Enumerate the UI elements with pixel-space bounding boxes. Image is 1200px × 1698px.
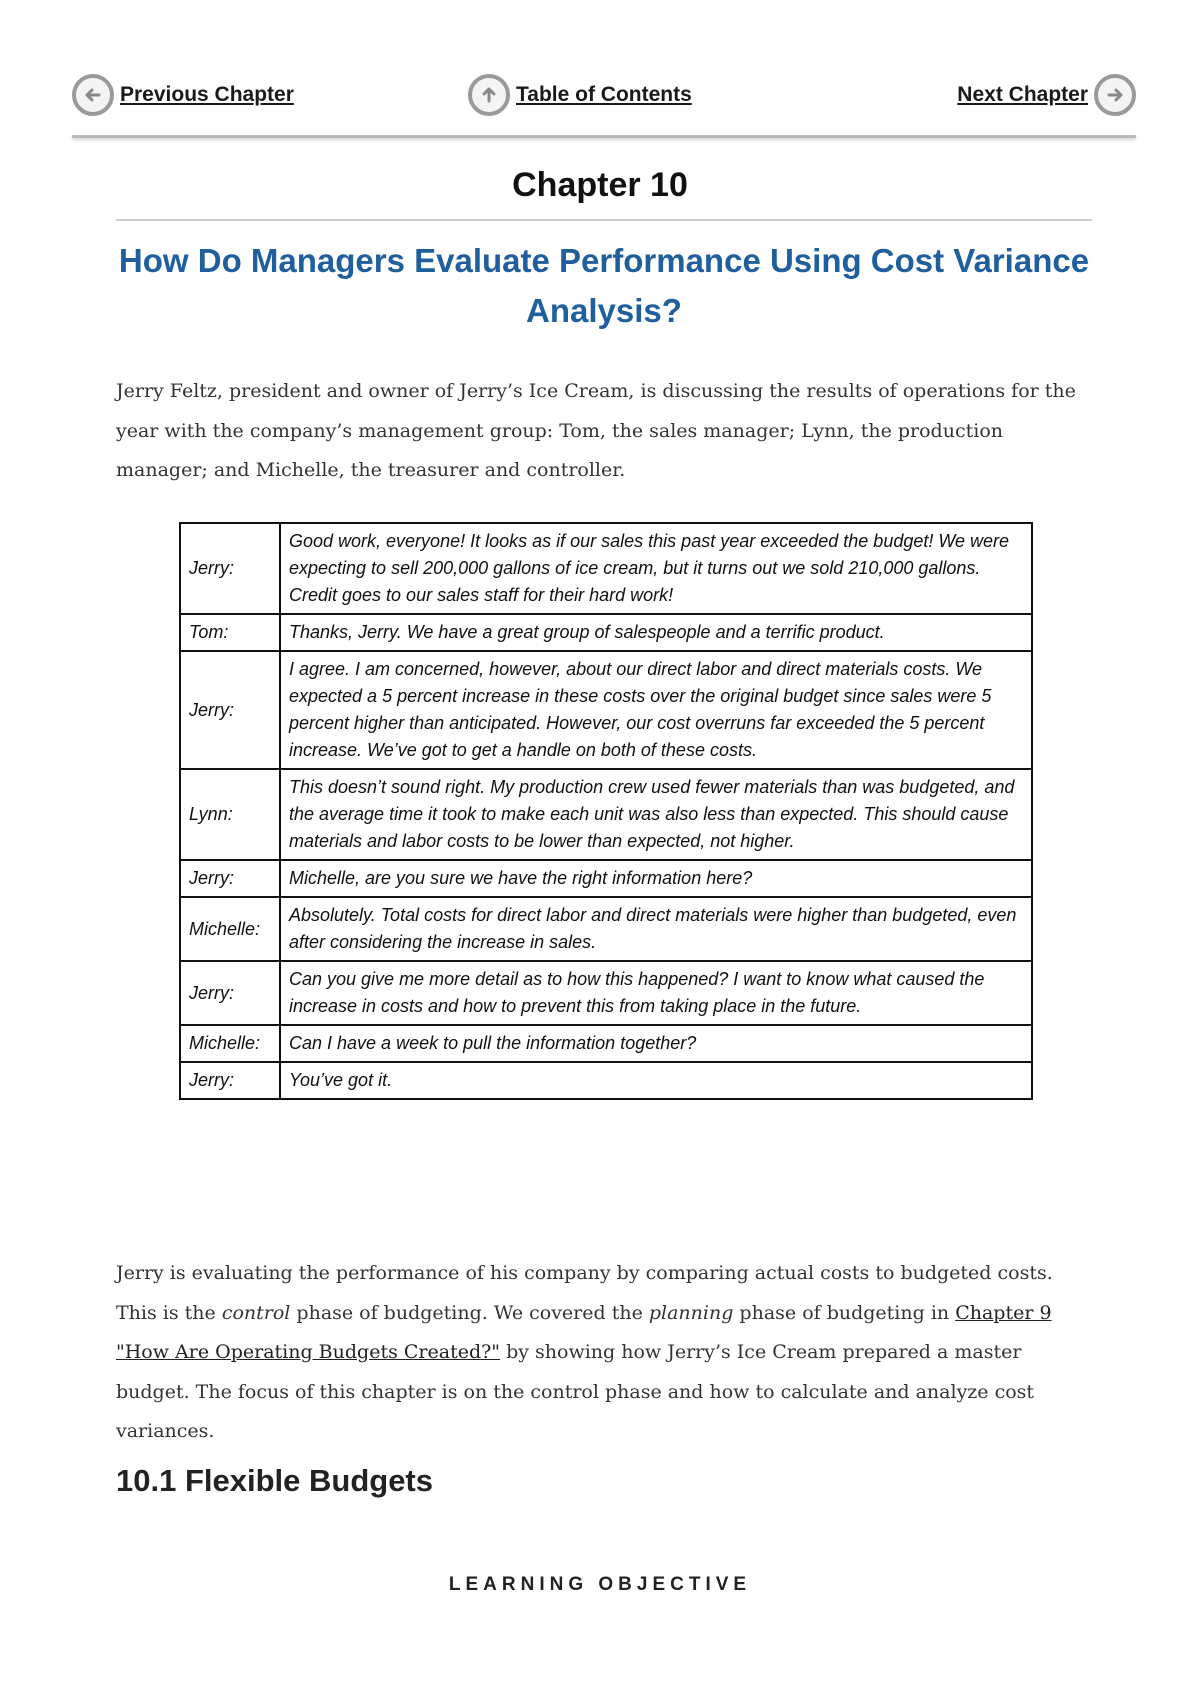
dialogue-table xyxy=(179,522,1033,1100)
dialogue-text-cell: Can you give me more detail as to how this happened? I want to know what caused the increase in costs and how to prevent this from taking place in the future. xyxy=(280,961,1032,1025)
dialogue-text-cell: I agree. I am concerned, however, about our direct labor and direct materials costs. We expected a 5 percent increase in these costs over the original budget since sales were 5 percent higher than anticipated. However, our cost overruns far exceeded the 5 percent increase. We’ve got to get a handle on both of these costs. xyxy=(280,651,1032,769)
body-paragraph xyxy=(116,1254,1096,1452)
dialogue-row xyxy=(180,897,1032,961)
speaker-cell: Tom: xyxy=(180,614,280,651)
arrow-left-icon xyxy=(72,74,114,116)
speaker-cell: Jerry: xyxy=(180,860,280,897)
chapter-title: How Do Managers Evaluate Performance Using Cost Variance Analysis? xyxy=(118,242,1090,329)
dialogue-text-cell: Absolutely. Total costs for direct labor and direct materials were higher than budgeted, even after considering the increase in sales. xyxy=(280,897,1032,961)
dialogue-text-cell: Thanks, Jerry. We have a great group of salespeople and a terrific product. xyxy=(280,614,1032,651)
dialogue-row xyxy=(180,1025,1032,1062)
dialogue-text-cell: You’ve got it. xyxy=(280,1062,1032,1099)
control-emphasis: control xyxy=(221,1301,291,1324)
table-of-contents-link[interactable] xyxy=(468,74,692,116)
speaker-cell: Michelle: xyxy=(180,1025,280,1062)
dialogue-text-cell: Good work, everyone! It looks as if our sales this past year exceeded the budget! We were expecting to sell 200,000 gallons of ice cream, but it turns out we sold 210,000 gallons. Credit goes to our sales staff for their hard work! xyxy=(280,523,1032,614)
speaker-cell: Jerry: xyxy=(180,1062,280,1099)
navigation-divider xyxy=(72,135,1136,138)
dialogue-text-cell: Michelle, are you sure we have the right information here? xyxy=(280,860,1032,897)
dialogue-row xyxy=(180,769,1032,860)
next-chapter-link[interactable] xyxy=(957,74,1136,116)
speaker-cell: Jerry: xyxy=(180,523,280,614)
dialogue-row xyxy=(180,523,1032,614)
speaker-cell: Michelle: xyxy=(180,897,280,961)
chapter-number: Chapter 10 xyxy=(512,166,688,204)
speaker-cell: Jerry: xyxy=(180,651,280,769)
chapter-navigation xyxy=(72,74,1136,134)
dialogue-text-cell: This doesn’t sound right. My production crew used fewer materials than was budgeted, and the average time it took to make each unit was also less than expected. This should cause materials and labor costs to be lower than expected, not higher. xyxy=(280,769,1032,860)
learning-objective-label: LEARNING OBJECTIVE xyxy=(448,1574,752,1595)
dialogue-row xyxy=(180,1062,1032,1099)
dialogue-row xyxy=(180,860,1032,897)
body-text: Jerry is evaluating the performance of his company by comparing actual costs to budgeted costs. This is the xyxy=(116,1262,1053,1324)
planning-emphasis: planning xyxy=(648,1301,734,1324)
dialogue-row xyxy=(180,651,1032,769)
dialogue-row xyxy=(180,614,1032,651)
section-heading: 10.1 Flexible Budgets xyxy=(116,1463,433,1498)
previous-chapter-link[interactable] xyxy=(72,74,294,116)
body-text: phase of budgeting. We covered the xyxy=(290,1301,649,1324)
body-text: phase of budgeting in xyxy=(733,1301,956,1324)
intro-paragraph: Jerry Feltz, president and owner of Jerry’s Ice Cream, is discussing the results of operations for the year with the company’s management group: Tom, the sales manager; Lynn, the production manager; and Michelle, the treasurer and controller. xyxy=(116,380,1076,481)
chapter-divider xyxy=(116,219,1092,221)
table-of-contents-label: Table of Contents xyxy=(516,83,692,106)
dialogue-text-cell: Can I have a week to pull the information together? xyxy=(280,1025,1032,1062)
speaker-cell: Lynn: xyxy=(180,769,280,860)
body-text: by showing how Jerry’s Ice Cream prepared a master budget. The focus of this chapter is on the control phase and how to calculate and analyze cost variances. xyxy=(116,1341,1035,1442)
next-chapter-label: Next Chapter xyxy=(957,83,1088,106)
chapter-9-link[interactable]: Chapter 9 "How Are Operating Budgets Created?" xyxy=(116,1301,1052,1363)
previous-chapter-label: Previous Chapter xyxy=(120,83,294,106)
dialogue-row xyxy=(180,961,1032,1025)
arrow-up-icon xyxy=(468,74,510,116)
arrow-right-icon xyxy=(1094,74,1136,116)
speaker-cell: Jerry: xyxy=(180,961,280,1025)
